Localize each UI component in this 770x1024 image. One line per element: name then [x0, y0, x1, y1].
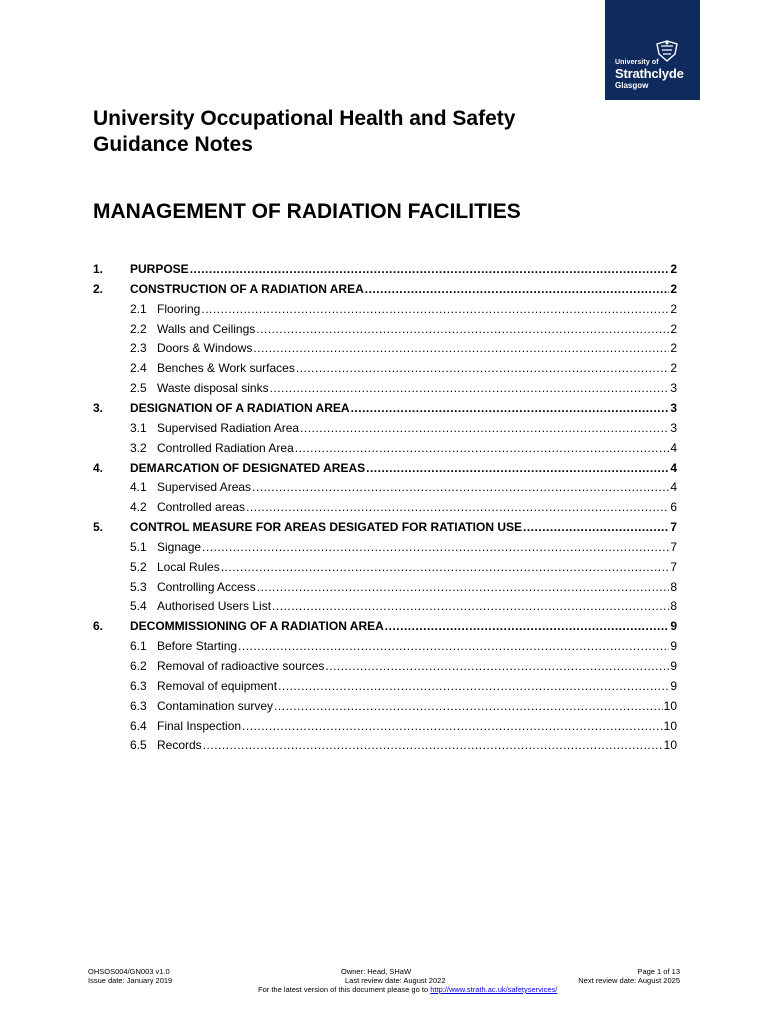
toc-leader-dots	[272, 599, 669, 613]
footer-next-review: Next review date: August 2025	[578, 976, 680, 985]
toc-entry-page: 4	[670, 440, 677, 455]
toc-leader-dots	[252, 480, 669, 494]
toc-entry-label: CONSTRUCTION OF A RADIATION AREA	[130, 281, 364, 296]
toc-entry[interactable]	[93, 699, 677, 715]
toc-entry[interactable]	[93, 520, 677, 536]
toc-leader-dots	[523, 520, 669, 534]
toc-entry-page: 10	[663, 718, 677, 733]
toc-leader-dots	[278, 679, 669, 693]
toc-entry-label: DESIGNATION OF A RADIATION AREA	[130, 400, 350, 415]
toc-leader-dots	[351, 401, 670, 415]
toc-entry-number: 3.1	[130, 420, 147, 435]
toc-leader-dots	[256, 322, 669, 336]
toc-leader-dots	[202, 540, 669, 554]
document-title	[93, 106, 613, 158]
toc-entry-page: 2	[670, 281, 677, 296]
toc-entry-label: Doors & Windows	[157, 341, 253, 356]
toc-entry-label: Benches & Work surfaces	[157, 361, 295, 376]
toc-entry-label: Local Rules	[157, 559, 220, 574]
toc-entry-page: 8	[670, 579, 677, 594]
toc-entry-label: Before Starting	[157, 639, 238, 654]
toc-entry-number: 4.	[93, 460, 104, 475]
toc-entry-number: 3.2	[130, 440, 147, 455]
toc-entry[interactable]	[93, 659, 677, 675]
toc-entry-label: Records	[157, 738, 202, 753]
toc-leader-dots	[203, 738, 663, 752]
toc-entry-label: Controlling Access	[157, 579, 256, 594]
toc-entry-number: 4.1	[130, 480, 147, 495]
toc-leader-dots	[274, 699, 663, 713]
toc-entry-label: Final Inspection	[157, 718, 242, 733]
toc-leader-dots	[190, 262, 670, 276]
toc-entry-page: 8	[670, 599, 677, 614]
footer-issue-date: Issue date: January 2019	[88, 976, 173, 985]
toc-entry-number: 2.	[93, 281, 104, 296]
toc-entry-number: 2.4	[130, 361, 147, 376]
toc-entry[interactable]	[93, 738, 677, 754]
footer-latest-version	[258, 985, 557, 994]
toc-entry-page: 9	[670, 639, 677, 654]
toc-entry-page: 7	[670, 559, 677, 574]
toc-entry-label: DECOMMISSIONING OF A RADIATION AREA	[130, 619, 384, 634]
toc-leader-dots	[270, 381, 670, 395]
toc-entry-number: 6.3	[130, 698, 147, 713]
toc-entry-label: Flooring	[157, 301, 201, 316]
toc-entry-number: 6.4	[130, 718, 147, 733]
toc-leader-dots	[296, 361, 669, 375]
toc-entry-label: PURPOSE	[130, 262, 189, 276]
toc-entry[interactable]	[93, 619, 677, 635]
toc-entry-number: 4.2	[130, 500, 147, 515]
toc-entry-page: 3	[670, 400, 677, 415]
toc-entry-number: 5.4	[130, 599, 147, 614]
toc-entry-page: 10	[663, 738, 677, 753]
toc-entry-page: 2	[670, 321, 677, 336]
toc-entry-page: 7	[670, 520, 677, 535]
toc-entry-page: 4	[670, 480, 677, 495]
toc-entry-page: 4	[670, 460, 677, 475]
toc-leader-dots	[201, 302, 669, 316]
toc-entry-number: 3.	[93, 400, 104, 415]
footer-left	[88, 967, 172, 985]
toc-entry-page: 10	[663, 698, 677, 713]
logo-line-university-of: University of	[615, 59, 659, 66]
toc-entry[interactable]	[93, 599, 677, 615]
footer-page-number: Page 1 of 13	[637, 967, 680, 976]
toc-entry-number: 2.5	[130, 381, 147, 396]
toc-leader-dots	[242, 719, 663, 733]
logo-line-strathclyde: Strathclyde	[615, 66, 684, 81]
toc-entry[interactable]	[93, 540, 677, 556]
toc-entry-label: Removal of radioactive sources	[157, 659, 325, 673]
toc-entry-page: 9	[670, 659, 677, 673]
toc-entry-label: CONTROL MEASURE FOR AREAS DESIGATED FOR RATIATION USE	[130, 520, 523, 535]
toc-entry[interactable]	[93, 461, 677, 477]
toc-entry-page: 2	[670, 262, 677, 276]
toc-entry-label: Supervised Radiation Area	[157, 420, 300, 435]
toc-entry[interactable]	[93, 441, 677, 457]
toc-entry-page: 7	[670, 539, 677, 554]
toc-entry-label: Supervised Areas	[157, 480, 252, 495]
toc-entry[interactable]	[93, 381, 677, 397]
footer-owner: Owner: Head, SHaW	[341, 967, 412, 976]
toc-entry-label: Walls and Ceilings	[157, 321, 256, 336]
toc-entry-number: 5.3	[130, 579, 147, 594]
toc-entry-number: 2.1	[130, 301, 147, 316]
toc-leader-dots	[295, 441, 670, 455]
toc-entry[interactable]	[93, 282, 677, 298]
toc-entry-number: 5.1	[130, 539, 147, 554]
toc-entry[interactable]	[93, 639, 677, 655]
toc-entry[interactable]	[93, 421, 677, 437]
toc-entry-page: 2	[670, 361, 677, 376]
toc-leader-dots	[366, 461, 669, 475]
toc-entry[interactable]	[93, 719, 677, 735]
toc-entry-label: Waste disposal sinks	[157, 381, 269, 396]
title-line-2: Guidance Notes	[93, 133, 253, 156]
toc-entry[interactable]	[93, 580, 677, 596]
footer-latest-text: For the latest version of this document please go to	[258, 985, 431, 994]
toc-leader-dots	[300, 421, 669, 435]
toc-leader-dots	[246, 500, 669, 514]
footer-doc-id: OHSOS004/GN003 v1.0	[88, 967, 170, 976]
toc-leader-dots	[257, 580, 670, 594]
toc-entry-number: 6.1	[130, 639, 147, 654]
toc-entry-label: Authorised Users List	[157, 599, 272, 614]
footer-last-review: Last review date: August 2022	[345, 976, 446, 985]
toc-entry-page: 6	[670, 500, 677, 515]
toc-entry-number: 1.	[93, 262, 104, 276]
toc-leader-dots	[238, 639, 669, 653]
toc-entry[interactable]	[93, 361, 677, 377]
toc-entry-page: 9	[670, 619, 677, 634]
toc-entry[interactable]	[93, 500, 677, 516]
toc-entry[interactable]	[93, 679, 677, 695]
toc-entry-label: Signage	[157, 539, 202, 554]
toc-entry-label: Controlled areas	[157, 500, 246, 515]
toc-entry-page: 9	[670, 678, 677, 693]
toc-leader-dots	[365, 282, 670, 296]
toc-entry-number: 6.2	[130, 659, 147, 673]
toc-entry-number: 5.	[93, 520, 104, 535]
toc-leader-dots	[325, 659, 669, 673]
toc-entry-number: 6.	[93, 619, 104, 634]
toc-entry[interactable]	[93, 302, 677, 318]
toc-leader-dots	[253, 341, 669, 355]
toc-entry-label: Removal of equipment	[157, 678, 278, 693]
toc-entry-number: 6.3	[130, 678, 147, 693]
toc-entry[interactable]	[93, 262, 677, 278]
toc-entry-label: DEMARCATION OF DESIGNATED AREAS	[130, 460, 366, 475]
toc-entry[interactable]	[93, 560, 677, 576]
toc-entry[interactable]	[93, 322, 677, 338]
toc-entry-number: 2.2	[130, 321, 147, 336]
title-line-1: University Occupational Health and Safety	[93, 107, 516, 130]
toc-entry[interactable]	[93, 480, 677, 496]
toc-entry-label: Controlled Radiation Area	[157, 440, 294, 455]
toc-entry-number: 6.5	[130, 738, 147, 753]
logo-line-glasgow: Glasgow	[615, 81, 649, 90]
toc-entry-label: Contamination survey	[157, 698, 274, 713]
toc-entry-page: 3	[670, 420, 677, 435]
toc-entry[interactable]	[93, 401, 677, 417]
toc-entry-number: 5.2	[130, 559, 147, 574]
toc-entry-page: 2	[670, 301, 677, 316]
document-heading: MANAGEMENT OF RADIATION FACILITIES	[93, 200, 521, 223]
toc-leader-dots	[221, 560, 670, 574]
toc-entry[interactable]	[93, 341, 677, 357]
toc-leader-dots	[385, 619, 670, 633]
footer-latest-link[interactable]: http://www.strath.ac.uk/safetyservices/	[430, 985, 558, 994]
toc-entry-number: 2.3	[130, 341, 147, 356]
toc-entry-page: 3	[670, 381, 677, 396]
university-logo	[605, 0, 700, 100]
toc-entry-page: 2	[670, 341, 677, 356]
